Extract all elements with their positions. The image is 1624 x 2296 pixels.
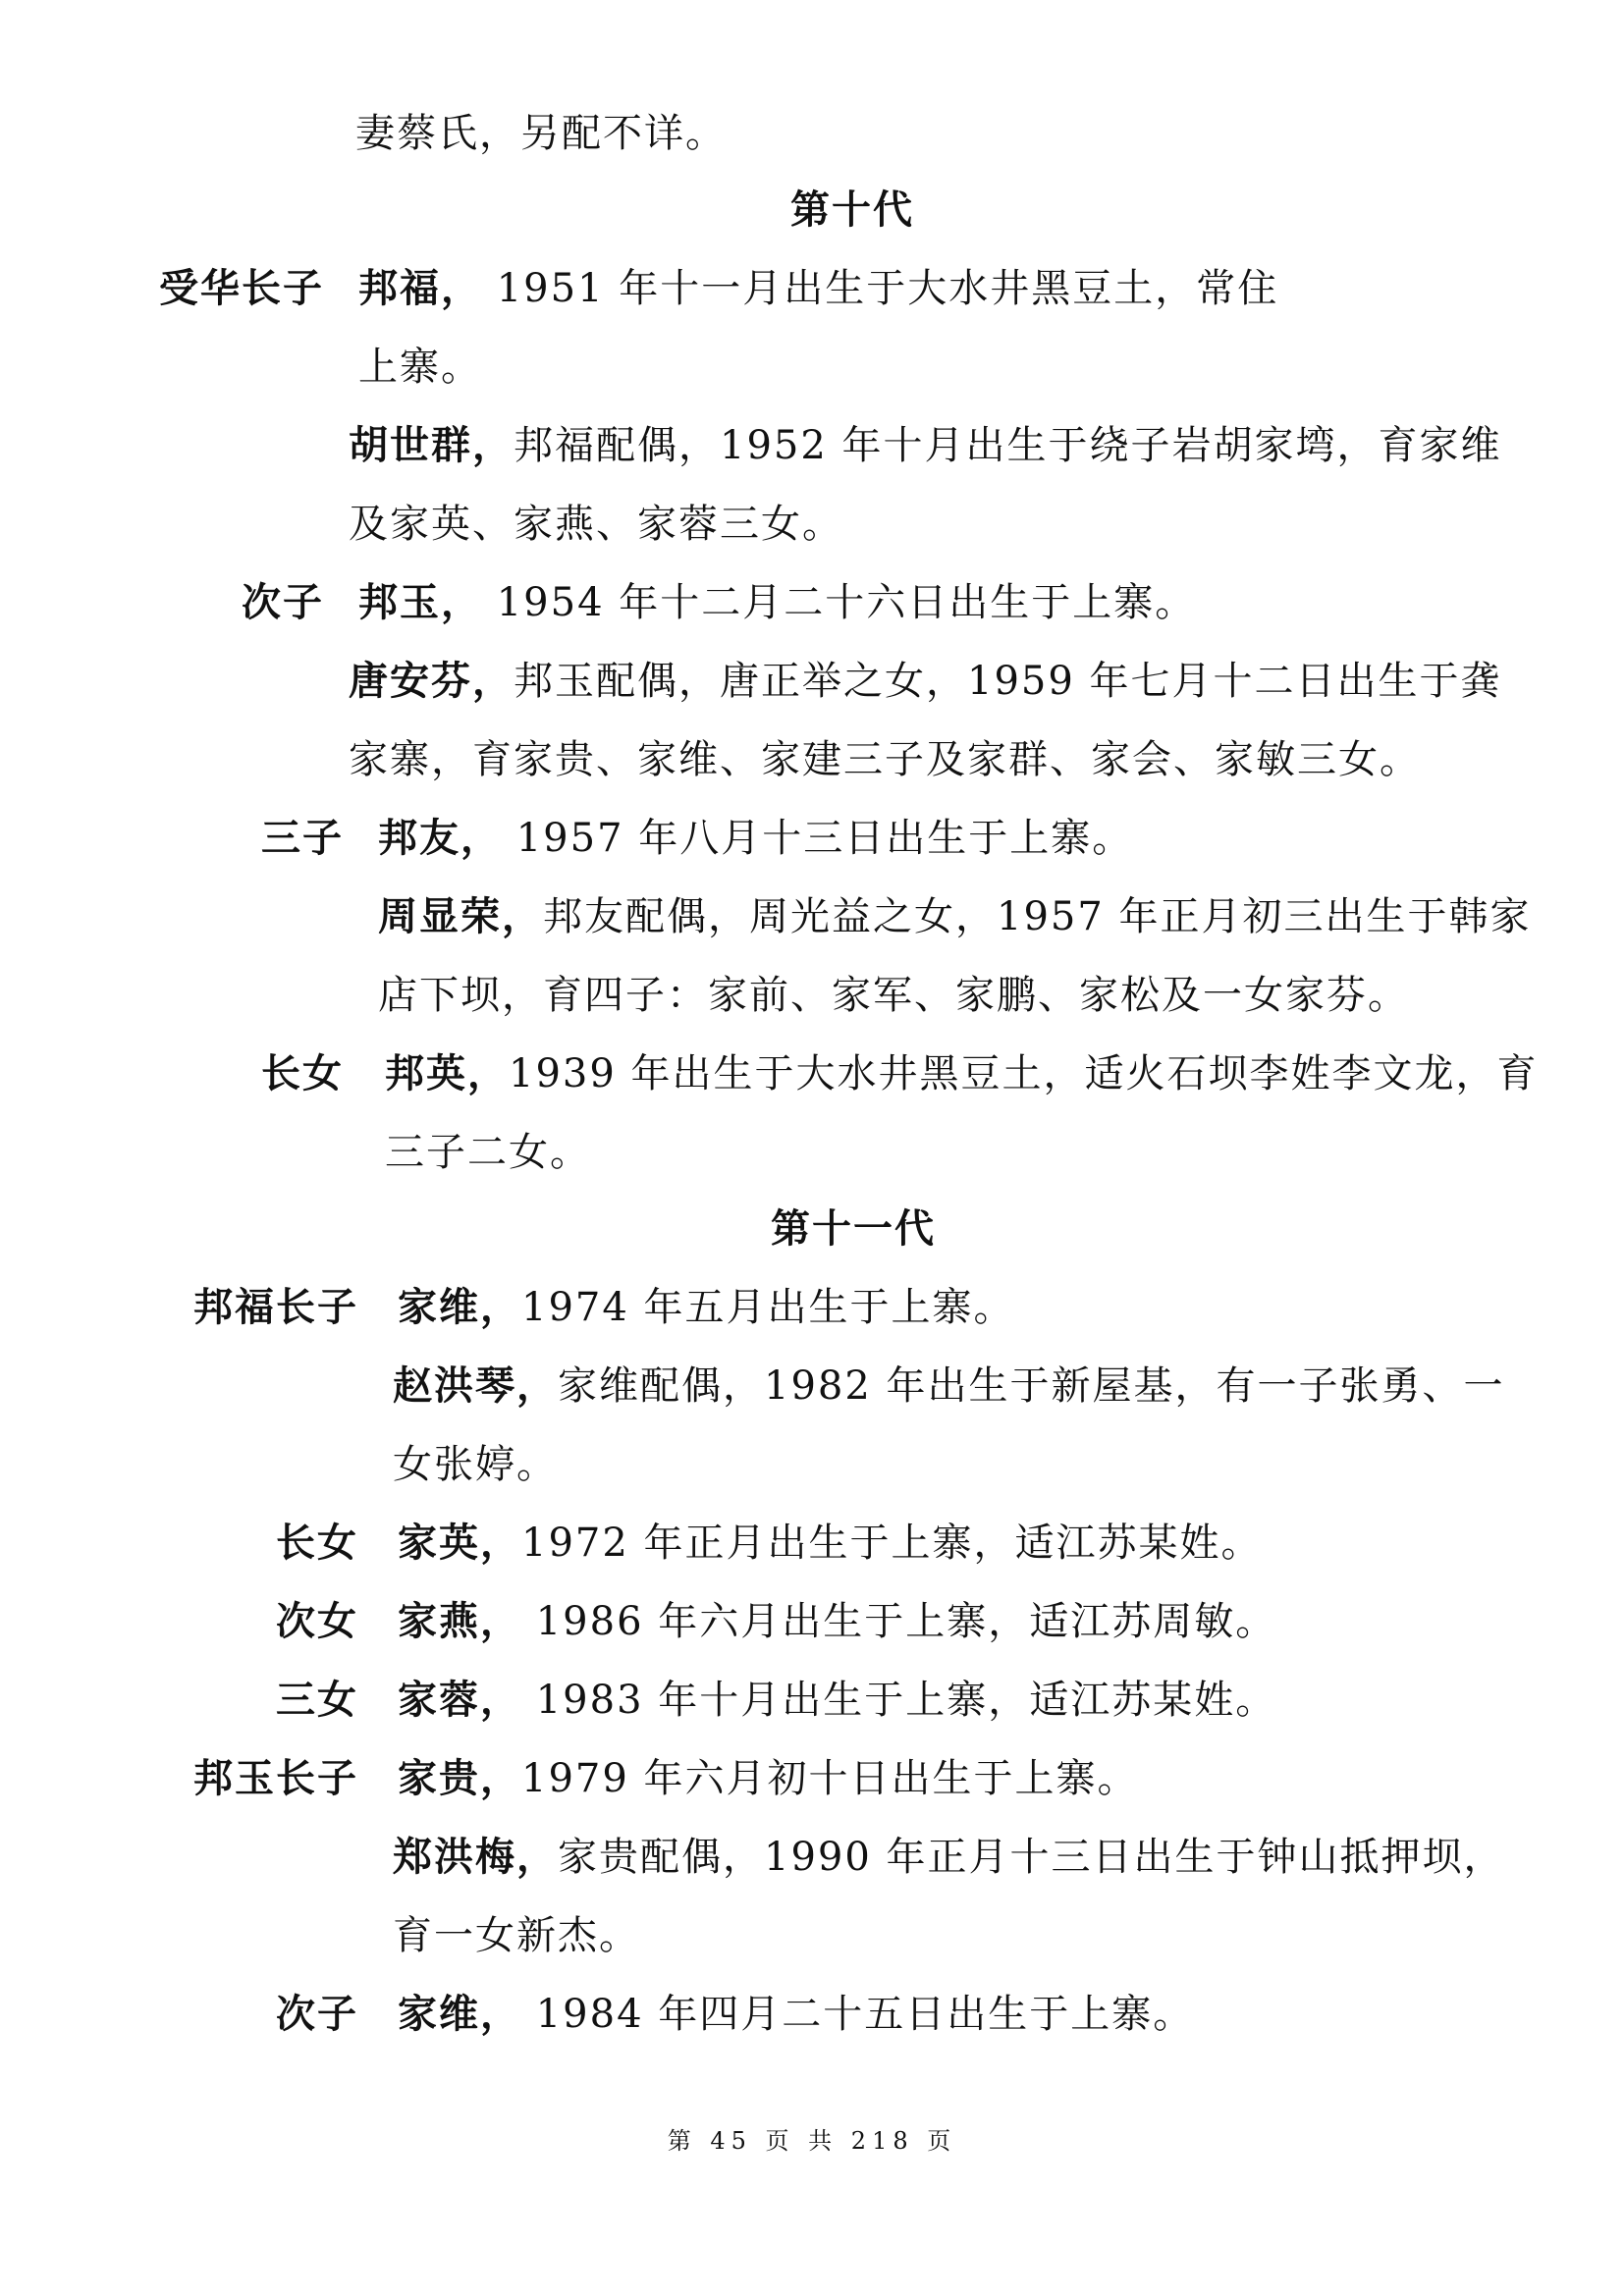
entry-continuation: 三子二女。	[385, 1130, 591, 1175]
relation-label: 次子	[242, 580, 324, 625]
person-name: 唐安芬，	[349, 659, 514, 704]
person-name: 家英，	[398, 1521, 521, 1566]
generation-10-heading: 第十代	[790, 187, 914, 233]
entry-continuation: 家寨，育家贵、家维、家建三子及家群、家会、家敏三女。	[349, 737, 1421, 782]
relation-label: 受华长子	[159, 266, 324, 311]
relation-label: 长女	[261, 1051, 344, 1096]
spouse-entry	[349, 422, 1502, 469]
spouse-entry	[393, 1834, 1505, 1881]
genealogy-entry	[398, 1284, 1015, 1331]
entry-text: 1939 年出生于大水井黑豆土，适火石坝李姓李文龙，育	[509, 1051, 1539, 1096]
person-name: 家维，	[398, 1992, 521, 2037]
entry-continuation: 育一女新杰。	[393, 1913, 640, 1958]
entry-text: 1972 年正月出生于上寨，适江苏某姓。	[521, 1521, 1263, 1566]
person-name: 邦英，	[385, 1051, 509, 1096]
person-name: 郑洪梅，	[393, 1835, 558, 1880]
entry-text: 邦玉配偶，唐正举之女，1959 年七月十二日出生于龚	[514, 659, 1502, 704]
carryover-line: 妻蔡氏，另配不详。	[355, 111, 727, 156]
person-name: 家燕，	[398, 1599, 521, 1644]
page-number-footer: 第 45 页 共 218 页	[667, 2127, 957, 2155]
person-name: 邦友，	[378, 816, 502, 861]
entry-text: 邦福配偶，1952 年十月出生于绕子岩胡家塆，育家维	[514, 423, 1502, 468]
person-name: 家蓉，	[398, 1678, 521, 1723]
entry-continuation: 及家英、家燕、家蓉三女。	[349, 502, 843, 547]
person-name: 周显荣，	[378, 894, 543, 939]
genealogy-entry	[378, 815, 1133, 862]
genealogy-entry	[398, 1677, 1276, 1724]
entry-text: 家维配偶，1982 年出生于新屋基，有一子张勇、一	[558, 1363, 1505, 1409]
entry-text: 1954 年十二月二十六日出生于上寨。	[482, 580, 1197, 625]
entry-continuation: 女张婷。	[393, 1442, 558, 1487]
person-name: 胡世群，	[349, 423, 514, 468]
genealogy-entry	[398, 1520, 1263, 1567]
entry-text: 1974 年五月出生于上寨。	[521, 1285, 1015, 1330]
entry-continuation: 上寨。	[358, 345, 482, 390]
generation-11-heading: 第十一代	[771, 1206, 936, 1252]
relation-label: 三子	[261, 816, 344, 861]
entry-text: 邦友配偶，周光益之女，1957 年正月初三出生于韩家	[543, 894, 1532, 939]
spouse-entry	[393, 1362, 1505, 1410]
person-name: 家贵，	[398, 1756, 521, 1801]
spouse-entry	[378, 893, 1532, 940]
relation-label: 邦玉长子	[193, 1756, 358, 1801]
entry-text: 1983 年十月出生于上寨，适江苏某姓。	[521, 1678, 1277, 1723]
relation-label: 次女	[276, 1599, 358, 1644]
entry-text: 1951 年十一月出生于大水井黑豆土，常住	[482, 266, 1279, 311]
entry-text: 1979 年六月初十日出生于上寨。	[521, 1756, 1139, 1801]
entry-text: 1986 年六月出生于上寨，适江苏周敏。	[521, 1599, 1277, 1644]
entry-text: 1957 年八月十三日出生于上寨。	[502, 816, 1134, 861]
genealogy-entry	[358, 265, 1278, 312]
genealogy-entry	[398, 1991, 1194, 2038]
genealogy-entry	[385, 1050, 1539, 1097]
genealogy-entry	[398, 1755, 1139, 1802]
entry-continuation: 店下坝，育四子：家前、家军、家鹏、家松及一女家芬。	[378, 973, 1409, 1018]
person-name: 邦玉，	[358, 580, 482, 625]
entry-text: 家贵配偶，1990 年正月十三日出生于钟山抵押坝，	[558, 1835, 1505, 1880]
relation-label: 邦福长子	[193, 1285, 358, 1330]
entry-text: 1984 年四月二十五日出生于上寨。	[521, 1992, 1195, 2037]
person-name: 邦福，	[358, 266, 482, 311]
relation-label: 次子	[276, 1992, 358, 2037]
relation-label: 三女	[276, 1678, 358, 1723]
relation-label: 长女	[276, 1521, 358, 1566]
genealogy-entry	[358, 579, 1196, 626]
genealogy-entry	[398, 1598, 1276, 1645]
person-name: 赵洪琴，	[393, 1363, 558, 1409]
spouse-entry	[349, 658, 1502, 705]
person-name: 家维，	[398, 1285, 521, 1330]
